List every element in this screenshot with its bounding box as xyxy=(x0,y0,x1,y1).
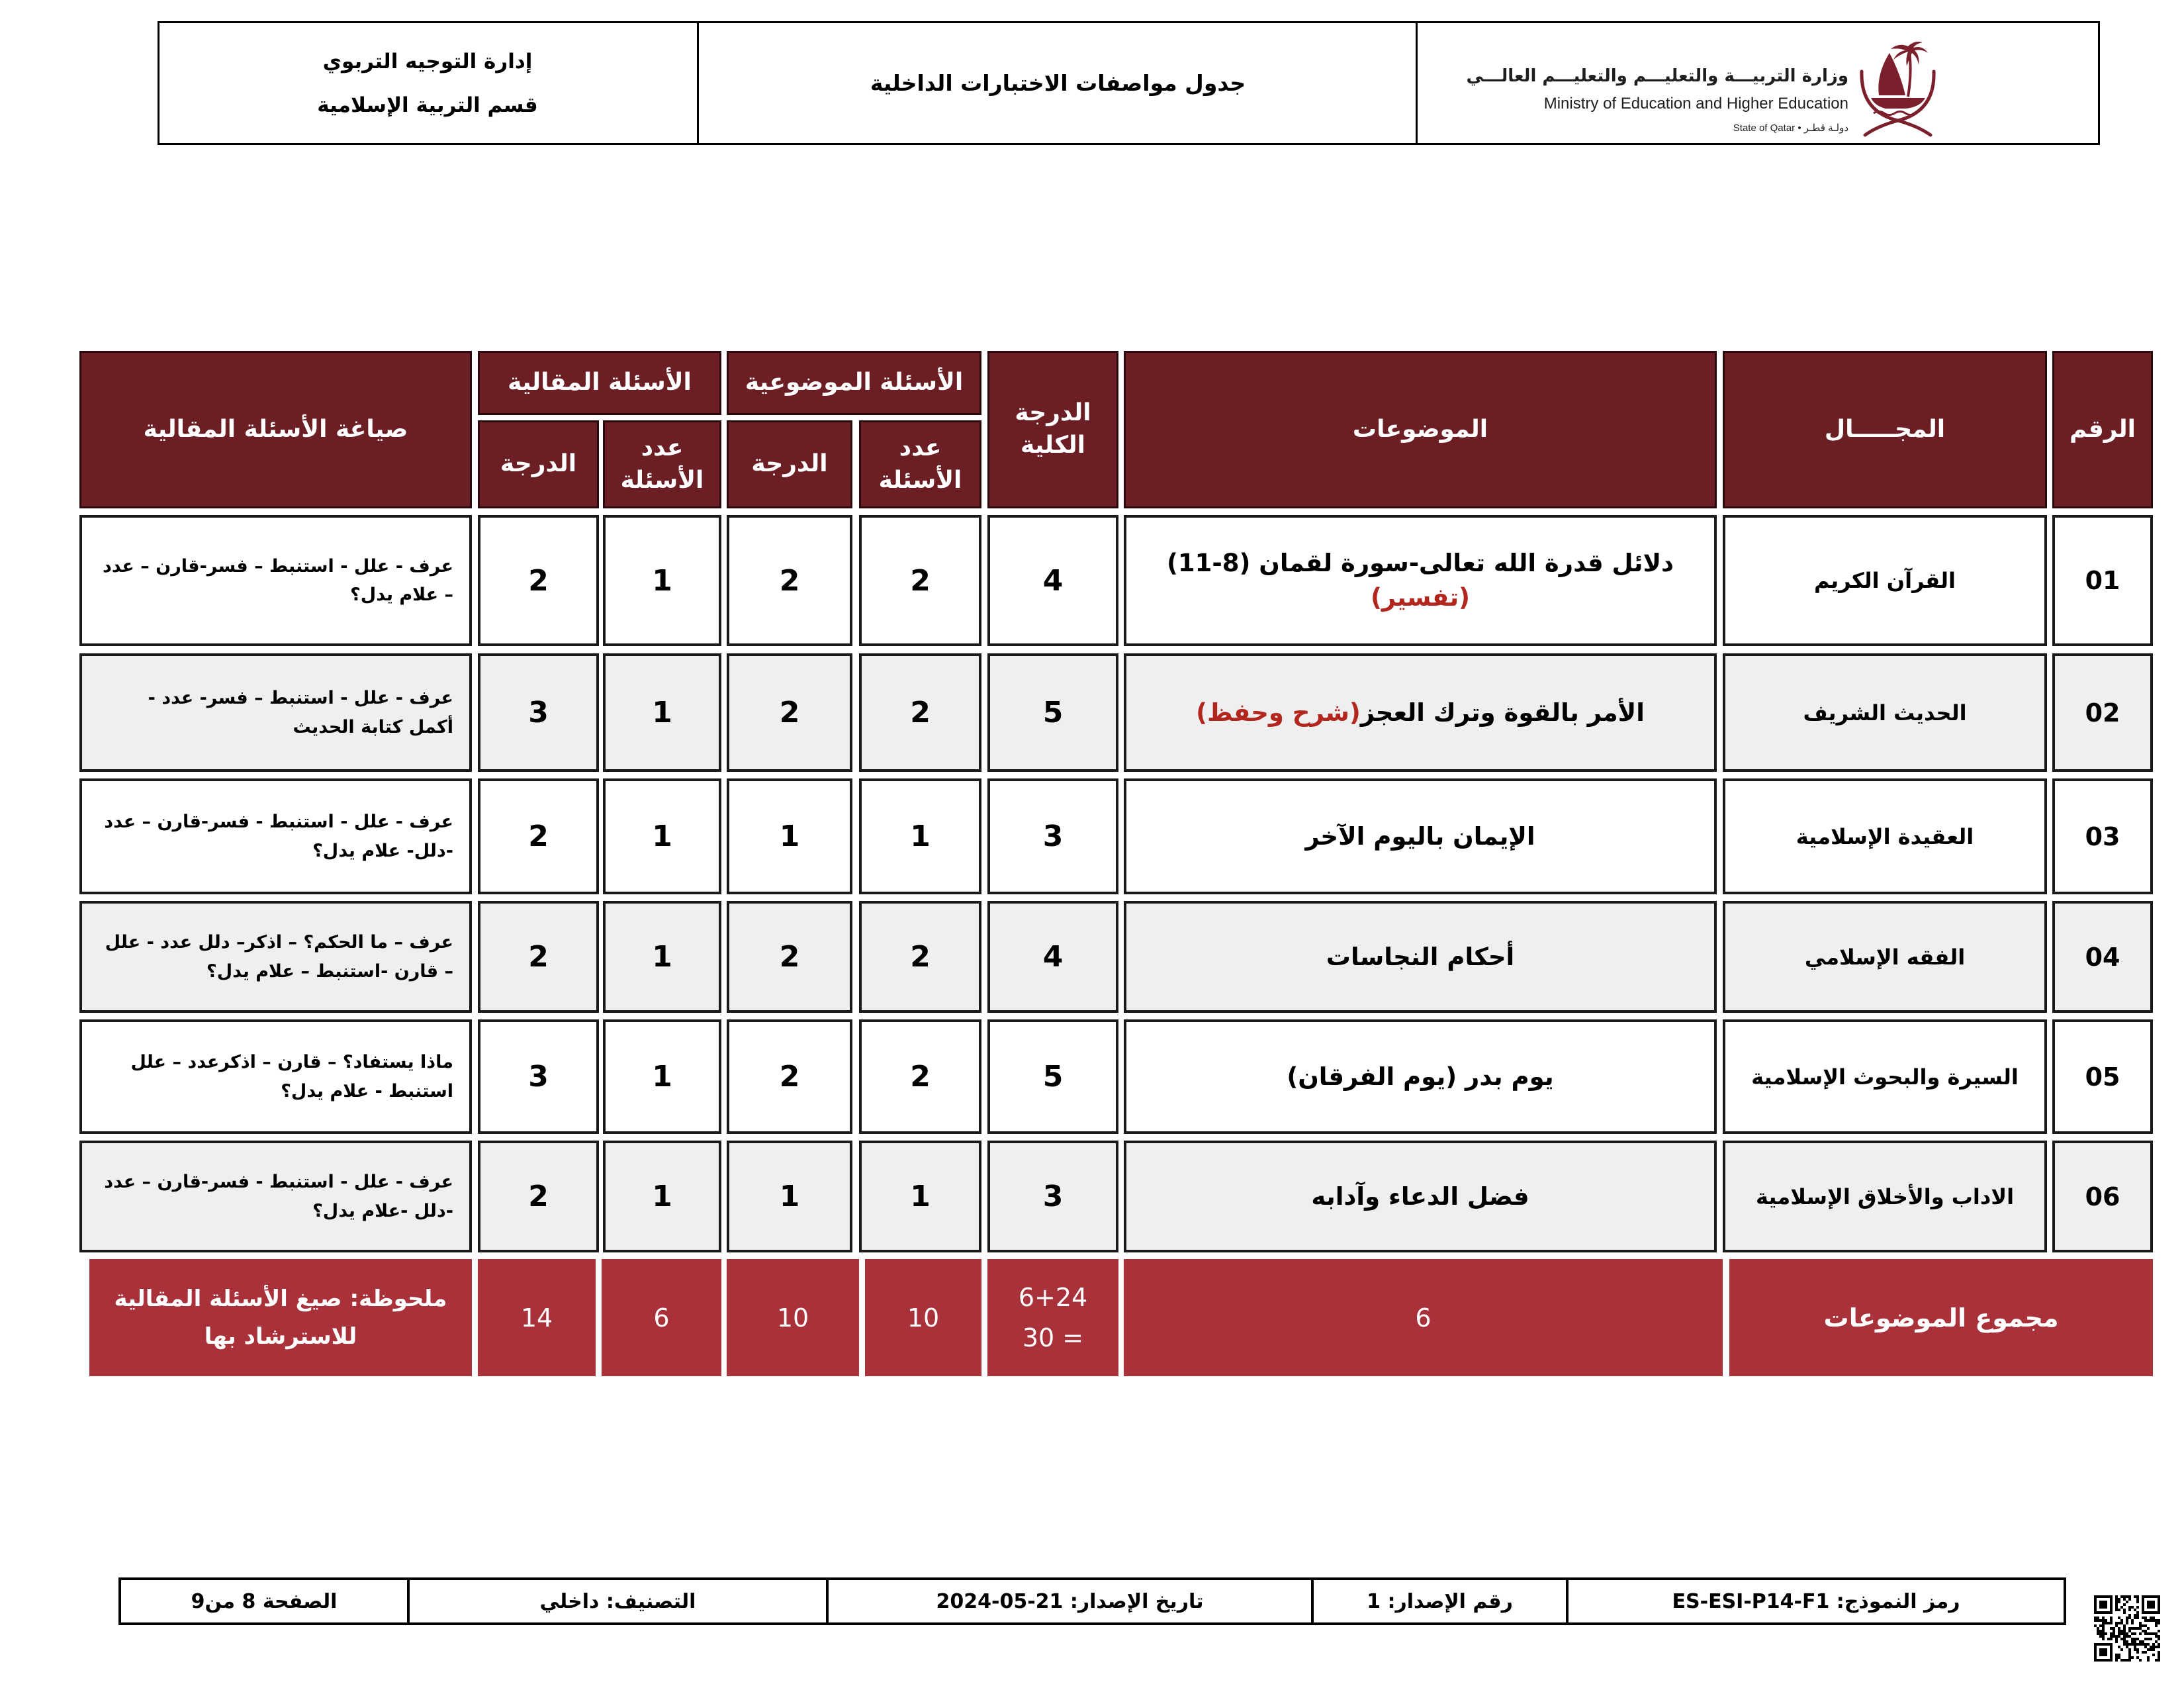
row-field: العقيدة الإسلامية xyxy=(1723,778,2047,894)
department-block xyxy=(158,21,698,145)
row-field: السيرة والبحوث الإسلامية xyxy=(1723,1019,2047,1134)
header-topics: الموضوعات xyxy=(1124,351,1717,508)
row-total-grade: 5 xyxy=(987,653,1118,772)
row-total-grade: 4 xyxy=(987,515,1118,646)
row-number: 03 xyxy=(2052,778,2153,894)
document-title-block xyxy=(700,21,1416,145)
header-objective-grade: الدرجة xyxy=(727,420,852,508)
row-objective-count: 2 xyxy=(859,653,981,772)
row-objective-count: 2 xyxy=(859,515,981,646)
row-field: الفقه الإسلامي xyxy=(1723,901,2047,1013)
row-objective-count: 1 xyxy=(859,1141,981,1252)
formulation-text: عرف - علل - استنبط – فسر-قارن – عدد – علام يدل؟ xyxy=(102,555,453,605)
row-objective-grade: 1 xyxy=(727,1141,852,1252)
row-field: الحديث الشريف xyxy=(1723,653,2047,772)
ministry-name-en: Ministry of Education and Higher Education xyxy=(1543,95,1848,113)
row-essay-count: 1 xyxy=(603,515,721,646)
header-field: المجـــــال xyxy=(1723,351,2047,508)
row-field: القرآن الكريم xyxy=(1723,515,2047,646)
ministry-name-ar: وزارة التربيـــة والتعليـــم والتعليـــم العالـــي xyxy=(1466,66,1848,86)
row-formulation xyxy=(79,653,472,772)
qr-code xyxy=(2094,1595,2160,1662)
row-number: 01 xyxy=(2052,515,2153,646)
row-essay-grade: 3 xyxy=(478,653,599,772)
row-objective-count: 1 xyxy=(859,778,981,894)
row-objective-count: 2 xyxy=(859,901,981,1013)
totals-note: ملحوظة: صيغ الأسئلة المقالية للاسترشاد بها xyxy=(89,1259,472,1376)
row-field: الاداب والأخلاق الإسلامية xyxy=(1723,1141,2047,1252)
document-title: جدول مواصفات الاختبارات الداخلية xyxy=(870,70,1246,96)
row-essay-grade: 2 xyxy=(478,515,599,646)
row-essay-count: 1 xyxy=(603,778,721,894)
footer-classification: التصنيف: داخلي xyxy=(407,1580,826,1622)
row-essay-grade: 2 xyxy=(478,901,599,1013)
row-formulation xyxy=(79,778,472,894)
row-topic: يوم بدر (يوم الفرقان) xyxy=(1124,1019,1717,1134)
totals-total-grade-line2: 30 = xyxy=(1022,1323,1084,1352)
header-total-grade: الدرجة الكلية xyxy=(987,351,1118,508)
topic-text: دلائل قدرة الله تعالى-سورة لقمان (8-11) xyxy=(1166,549,1674,578)
row-essay-count: 1 xyxy=(603,1019,721,1134)
row-essay-count: 1 xyxy=(603,901,721,1013)
topic-note: (تفسير) xyxy=(1370,583,1471,612)
row-formulation xyxy=(79,1019,472,1134)
row-objective-grade: 2 xyxy=(727,901,852,1013)
row-topic: أحكام النجاسات xyxy=(1124,901,1717,1013)
totals-essay-grade: 14 xyxy=(478,1259,596,1376)
row-objective-count: 2 xyxy=(859,1019,981,1134)
row-total-grade: 5 xyxy=(987,1019,1118,1134)
row-formulation xyxy=(79,515,472,646)
section-name: قسم التربية الإسلامية xyxy=(317,93,538,117)
topic-text: الأمر بالقوة وترك العجز xyxy=(1360,698,1645,727)
header-number: الرقم xyxy=(2052,351,2153,508)
footer-issue-date: تاريخ الإصدار: 21-05-2024 xyxy=(826,1580,1311,1622)
row-topic xyxy=(1124,653,1717,772)
header-essay-questions: الأسئلة المقالية xyxy=(478,351,721,415)
footer-form-code: رمز النموذج: ES-ESI-P14-F1 xyxy=(1566,1580,2064,1622)
document-footer xyxy=(118,1577,2066,1625)
row-objective-grade: 2 xyxy=(727,1019,852,1134)
formulation-text: عرف - علل - استنبط - فسر-قارن – عدد -دلل- علام يدل؟ xyxy=(104,812,453,861)
row-topic xyxy=(1124,515,1717,646)
footer-version: رقم الإصدار: 1 xyxy=(1311,1580,1566,1622)
totals-objective-count: 10 xyxy=(865,1259,981,1376)
topic-note: (شرح وحفظ) xyxy=(1196,698,1361,727)
totals-label: مجموع الموضوعات xyxy=(1729,1259,2153,1376)
ministry-state: State of Qatar • دولـة قطـر xyxy=(1733,122,1848,134)
totals-topics-count: 6 xyxy=(1124,1259,1723,1376)
row-number: 06 xyxy=(2052,1141,2153,1252)
formulation-text: عرف – ما الحكم؟ – اذكر– دلل عدد - علل – قارن -استنبط – علام يدل؟ xyxy=(105,932,453,982)
row-total-grade: 3 xyxy=(987,778,1118,894)
row-topic: الإيمان باليوم الآخر xyxy=(1124,778,1717,894)
row-essay-grade: 2 xyxy=(478,1141,599,1252)
row-topic: فضل الدعاء وآدابه xyxy=(1124,1141,1717,1252)
totals-total-grade-line1: 6+24 xyxy=(1018,1282,1088,1312)
formulation-text: عرف - علل - استنبط – فسر- عدد - أكمل كتابة الحديث xyxy=(148,688,453,737)
header-objective-questions: الأسئلة الموضوعية xyxy=(727,351,981,415)
totals-essay-count: 6 xyxy=(602,1259,721,1376)
row-number: 02 xyxy=(2052,653,2153,772)
totals-objective-grade: 10 xyxy=(727,1259,859,1376)
footer-page: الصفحة 8 من9 xyxy=(191,1589,338,1613)
header-essay-grade: الدرجة xyxy=(478,420,599,508)
formulation-text: ماذا يستفاد؟ – قارن – اذكرعدد – علل استنبط - علام يدل؟ xyxy=(130,1052,453,1102)
header-essay-formulation: صياغة الأسئلة المقالية xyxy=(79,351,472,508)
row-number: 04 xyxy=(2052,901,2153,1013)
row-objective-grade: 1 xyxy=(727,778,852,894)
row-formulation xyxy=(79,901,472,1013)
qatar-emblem-icon xyxy=(1856,33,1939,139)
formulation-text: عرف - علل - استنبط - فسر-قارن – عدد -دلل -علام يدل؟ xyxy=(104,1172,453,1221)
row-essay-count: 1 xyxy=(603,1141,721,1252)
department-name: إدارة التوجيه التربوي xyxy=(322,49,533,73)
row-formulation xyxy=(79,1141,472,1252)
row-essay-grade: 3 xyxy=(478,1019,599,1134)
row-essay-count: 1 xyxy=(603,653,721,772)
row-essay-grade: 2 xyxy=(478,778,599,894)
row-objective-grade: 2 xyxy=(727,515,852,646)
row-total-grade: 4 xyxy=(987,901,1118,1013)
header-essay-count: عدد الأسئلة xyxy=(603,420,721,508)
row-total-grade: 3 xyxy=(987,1141,1118,1252)
header-objective-count: عدد الأسئلة xyxy=(859,420,981,508)
row-objective-grade: 2 xyxy=(727,653,852,772)
row-number: 05 xyxy=(2052,1019,2153,1134)
totals-total-grade xyxy=(987,1259,1118,1376)
